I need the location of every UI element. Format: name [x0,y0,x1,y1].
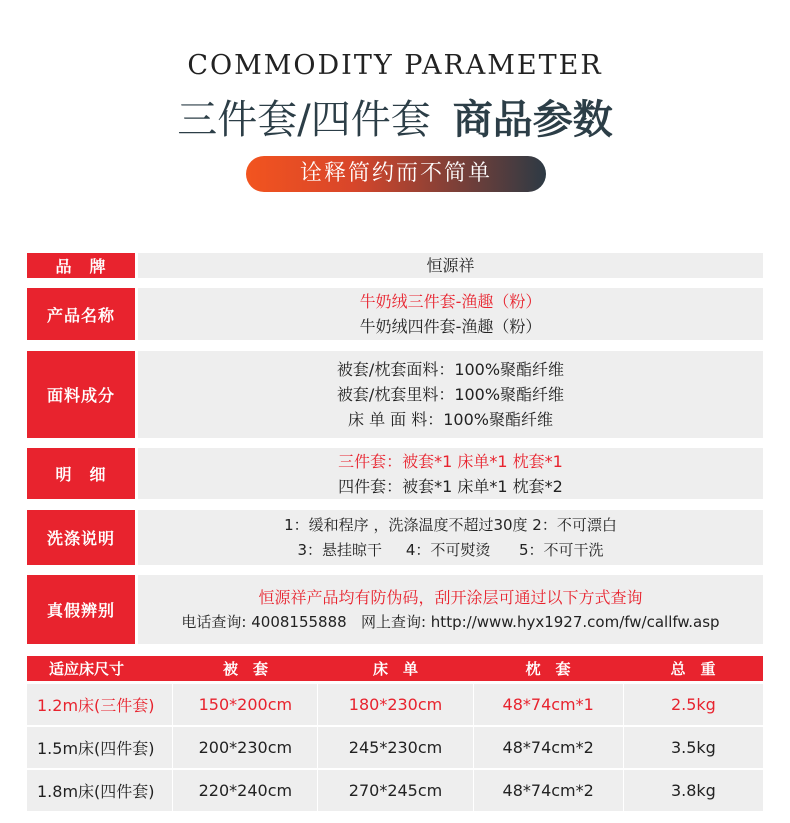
param-value-name [138,288,763,340]
size-table [27,656,763,811]
cell-bed-size: 1.8m床(四件套) [37,782,155,801]
param-value-detail [138,448,763,499]
header-english-title: COMMODITY PARAMETER [187,50,603,81]
slogan-pill: 诠释简约而不简单 [246,156,546,192]
header-sheet: 床 单 [372,660,418,678]
param-row-wash [27,510,763,565]
cell-weight: 3.5kg [670,738,716,757]
param-value-fabric [138,351,763,438]
header-bed-size: 适应床尺寸 [49,660,125,678]
brand-value: 恒源祥 [426,256,475,275]
cell-pillowcase: 48*74cm*2 [502,781,594,800]
param-label-fabric: 面料成分 [27,351,135,438]
cell-sheet: 180*230cm [348,695,443,714]
param-label-detail: 明 细 [27,448,135,499]
table-row [27,727,763,768]
param-value-brand [138,253,763,278]
cell-bed-size: 1.2m床(三件套) [37,696,155,715]
name-line-2: 牛奶绒四件套-渔趣（粉） [359,317,542,336]
param-value-wash [138,510,763,565]
wash-line-1: 1：缓和程序 ，洗涤温度不超过30度 2：不可漂白 [284,515,617,534]
cell-sheet: 270*245cm [348,781,443,800]
wash-line-2: 3：悬挂晾干 4：不可熨烫 5：不可干洗 [297,540,604,559]
fabric-line-1: 被套/枕套面料：100%聚酯纤维 [336,360,565,379]
auth-line-2: 电话查询: 4008155888 网上查询: http://www.hyx1927.com/fw/callfw.asp [181,612,720,631]
cell-weight: 3.8kg [670,781,716,800]
header-title-product: 三件套/四件套 [177,97,431,143]
cell-duvet: 200*230cm [198,738,293,757]
param-label-name: 产品名称 [27,288,135,340]
cell-duvet: 220*240cm [198,781,293,800]
cell-duvet: 150*200cm [198,695,293,714]
fabric-line-3: 床 单 面 料：100%聚酯纤维 [347,410,553,429]
auth-line-1: 恒源祥产品均有防伪码，刮开涂层可通过以下方式查询 [258,587,643,607]
header-title-params: 商品参数 [452,97,613,143]
cell-bed-size: 1.5m床(四件套) [37,739,155,758]
table-row [27,684,763,725]
detail-line-2: 四件套：被套*1 床单*1 枕套*2 [338,476,563,496]
header-duvet: 被 套 [222,660,268,678]
param-row-name [27,288,763,340]
cell-pillowcase: 48*74cm*1 [502,695,594,714]
param-value-auth [138,575,763,644]
param-row-auth [27,575,763,644]
param-row-fabric [27,351,763,438]
size-table-header [27,656,763,681]
param-row-detail [27,448,763,499]
detail-line-1: 三件套：被套*1 床单*1 枕套*1 [338,451,563,471]
param-label-auth: 真假辨别 [27,575,135,644]
name-line-1: 牛奶绒三件套-渔趣（粉） [359,292,542,311]
header-chinese-title [0,88,790,145]
param-label-wash: 洗涤说明 [27,510,135,565]
cell-pillowcase: 48*74cm*2 [502,738,594,757]
table-row [27,770,763,811]
cell-weight: 2.5kg [670,695,716,714]
param-row-brand [27,253,763,278]
param-label-brand: 品 牌 [27,253,135,278]
header-pillowcase: 枕 套 [525,660,571,678]
cell-sheet: 245*230cm [348,738,443,757]
header-weight: 总 重 [670,660,716,678]
fabric-line-2: 被套/枕套里料：100%聚酯纤维 [336,385,565,404]
